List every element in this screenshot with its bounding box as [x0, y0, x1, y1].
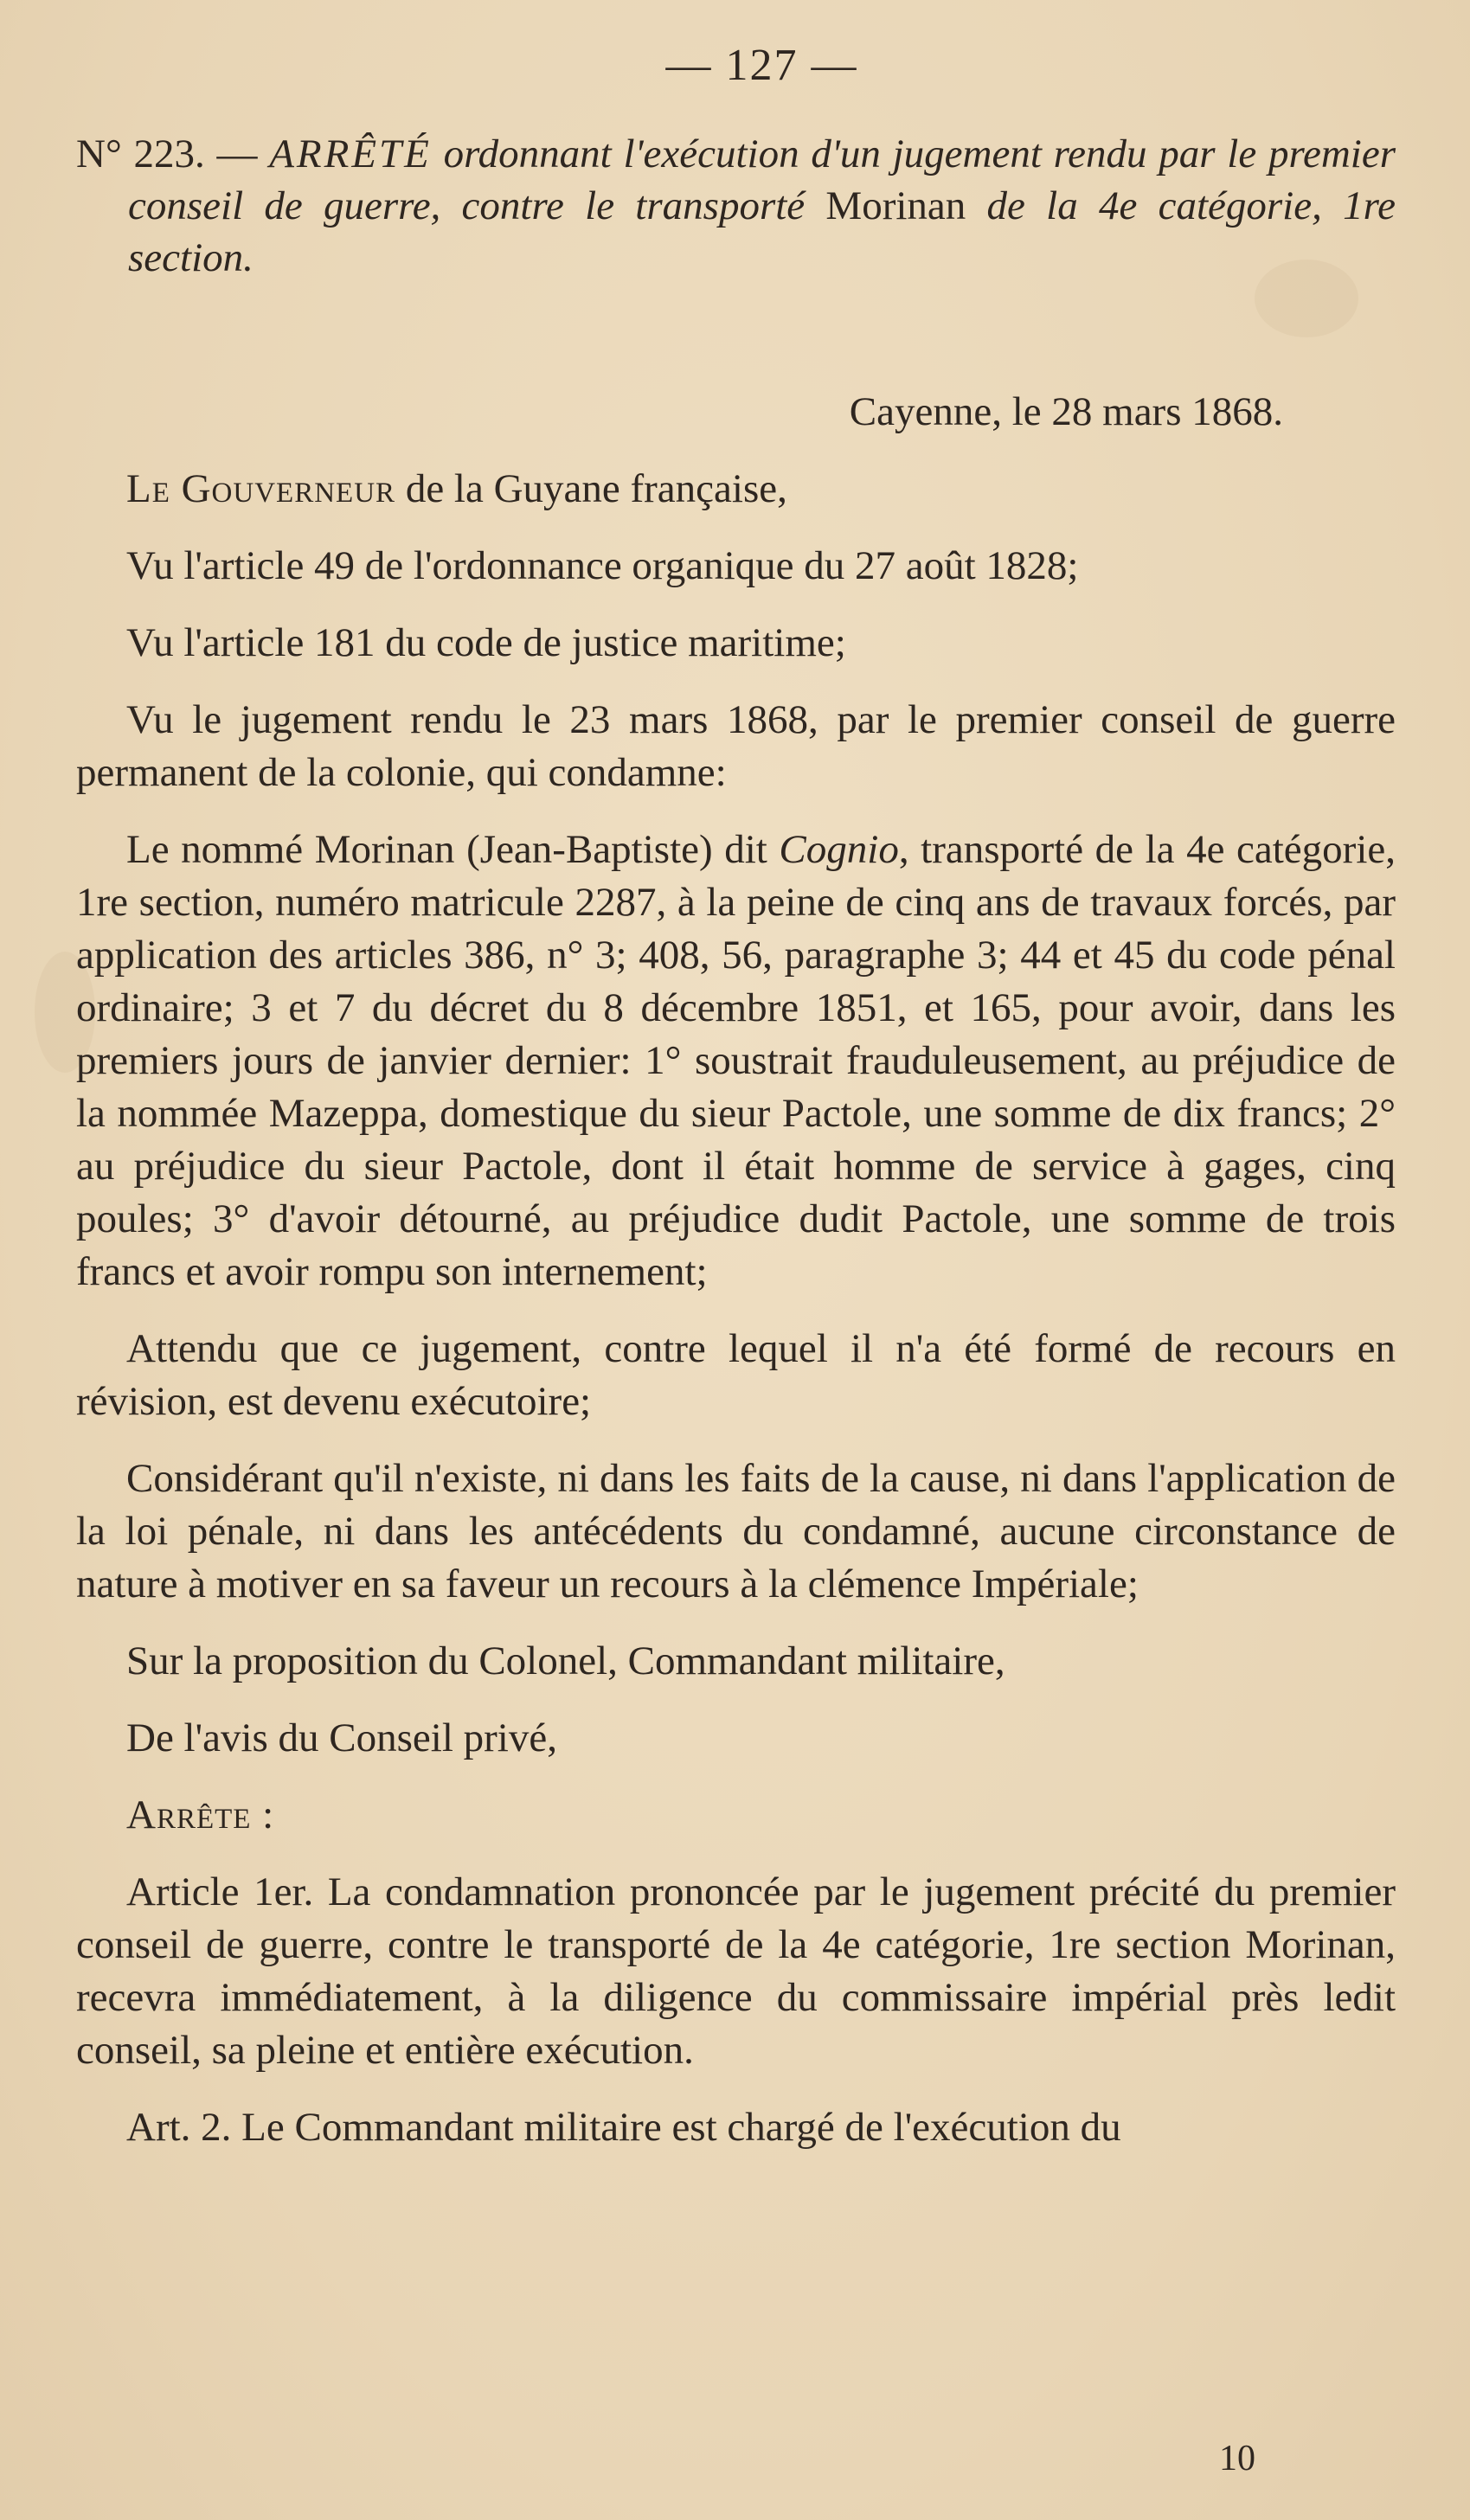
paragraph: Vu le jugement rendu le 23 mars 1868, par le premier conseil de guerre permanent de la colonie, qui condamne: — [76, 697, 1396, 795]
paragraph: Sur la proposition du Colonel, Commandant militaire, — [126, 1638, 1005, 1683]
governor-line — [76, 463, 1396, 516]
act-number: N° 223. — — [76, 131, 270, 176]
act-name: Morinan — [825, 183, 966, 228]
page-content — [76, 35, 1396, 2154]
paragraph: Attendu que ce jugement, contre lequel il n'a été formé de recours en révision, est devenu exécutoire; — [76, 1326, 1396, 1424]
paragraph: Vu l'article 49 de l'ordonnance organique du 27 août 1828; — [126, 543, 1079, 588]
article-1: Article 1er. La condamnation prononcée par le jugement précité du premier conseil de guerre, contre le transporté de la 4e catégorie, 1re section Morinan, recevra immédiatement, à la diligence du commissaire impérial près ledit conseil, sa pleine et entière exécution. — [76, 1869, 1396, 2073]
date-line: Cayenne, le 28 mars 1868. — [849, 389, 1283, 434]
signature-mark: 10 — [1219, 2439, 1255, 2478]
condemnation-paragraph — [76, 824, 1396, 1298]
act-type: ARRÊTÉ — [269, 131, 432, 176]
paragraph: De l'avis du Conseil privé, — [126, 1715, 557, 1760]
governor-rest: de la Guyane française, — [395, 466, 787, 511]
act-title: ordonnant l'exécution d'un jugement rendu par le premier conseil de guerre, contre le transporté — [128, 131, 1396, 228]
article-2: Art. 2. Le Commandant militaire est chargé de l'exécution du — [126, 2105, 1121, 2150]
act-heading — [76, 128, 1396, 284]
page-number: — 127 — — [665, 41, 858, 90]
condemned-after: , transporté de la 4e catégorie, 1re section, numéro matricule 2287, à la peine de cinq ans de travaux forcés, par application des articles 386, n° 3; 408, 56, paragraphe 3; 44 et 45 du code pénal ordinaire; 3 et 7 du décret du 8 décembre 1851, et 165, pour avoir, dans les premiers jours de janvier dernier: 1° soustrait frauduleusement, au préjudice de la nommée Mazeppa, domestique du sieur Pactole, une somme de dix francs; 2° au préjudice du sieur Pactole, dont il était homme de service à gages, cinq poules; 3° d'avoir détourné, au préjudice dudit Pactole, une somme de trois francs et avoir rompu son internement; — [76, 827, 1396, 1294]
paragraph: Considérant qu'il n'existe, ni dans les faits de la cause, ni dans l'application de la loi pénale, ni dans les antécédents du condamné, aucune circonstance de nature à motiver en sa faveur un recours à la clémence Impériale; — [76, 1456, 1396, 1606]
arrete-label-text: Arrête : — [126, 1792, 275, 1837]
governor-label: Le Gouverneur — [126, 466, 396, 511]
condemned-before: Le nommé Morinan (Jean-Baptiste) dit — [126, 827, 780, 872]
paragraph: Vu l'article 181 du code de justice maritime; — [126, 620, 846, 665]
condemned-alias: Cognio — [779, 827, 899, 872]
arrete-label — [76, 1789, 1396, 1842]
act-title-end: de la 4e catégorie, 1re section. — [128, 183, 1396, 280]
